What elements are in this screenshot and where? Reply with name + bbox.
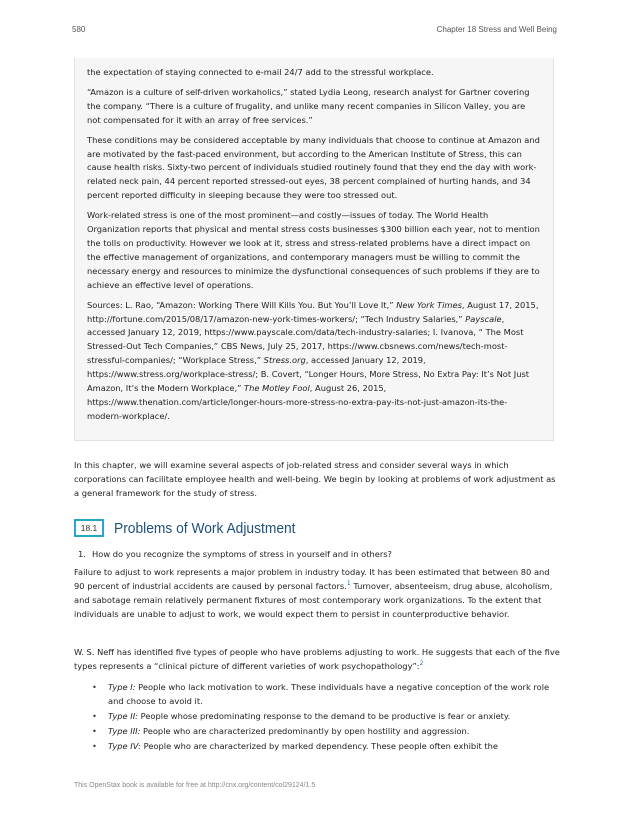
chapter-title: Chapter 18 Stress and Well Being <box>436 25 557 34</box>
list-item: • Type III: People who are characterized predominantly by open hostility and aggression. <box>92 724 560 738</box>
box-paragraph: the expectation of staying connected to e-mail 24/7 add to the stressful workplace. <box>87 67 434 77</box>
box-paragraph: “Amazon is a culture of self-driven workaholics,” stated Lydia Leong, research analyst for Gartner covering the company. “There is a culture of frugality, and unlike many recent companies in Silicon Valley, you are not compensated for it with an array of free services.” <box>87 86 530 125</box>
objective-text: How do you recognize the symptoms of stress in yourself and in others? <box>92 549 392 559</box>
list-item: • Type I: People who lack motivation to work. These individuals have a negative conception of the work role and choose to avoid it. <box>92 680 560 708</box>
footer-note: This OpenStax book is available for free at http://cnx.org/content/col29124/1.5 <box>74 782 316 789</box>
box-paragraph: Work-related stress is one of the most prominent—and costly—issues of today. The World Health Organization reports that physical and mental stress costs businesses $300 billion each year, not to mention the tolls on productivity. However we look at it, stress and stress-related problems have a direct impact on the effective management of organizations, and contemporary managers must be willing to commit the necessary energy and resources to minimize the dysfunctional consequences of such problems if they are to achieve an effective level of operations. <box>87 210 540 290</box>
footnote-link[interactable]: 1 <box>346 580 351 588</box>
box-paragraph: These conditions may be considered acceptable by many individuals that choose to continue at Amazon and are motivated by the fast-paced environment, but according to the American Institute of Stress, this can cause health risks. Sixty-two percent of individuals studied routinely found that they end the day with work-related neck pain, 44 percent reported stressed-out eyes, 38 percent complained of hurting hands, and 34 percent reported difficulty in sleeping because they were too stressed out. <box>87 134 540 201</box>
section-title: Problems of Work Adjustment <box>114 519 296 537</box>
section-number: 18.1 <box>74 519 104 537</box>
objective-number: 1. <box>78 549 86 559</box>
footnote-link[interactable]: 2 <box>419 660 424 668</box>
learning-objective <box>78 547 392 561</box>
list-item: • Type IV: People who are characterized by marked dependency. These people often exhibit the <box>92 739 560 753</box>
bullet-list <box>92 680 560 754</box>
list-item: • Type II: People whose predominating response to the demand to be productive is fear or anxiety. <box>92 709 560 723</box>
intro-paragraph: In this chapter, we will examine several aspects of job-related stress and consider several ways in which corporations can facilitate employee health and well-being. We begin by looking at problems of work adjustment as a general framework for the study of stress. <box>74 460 556 498</box>
section-heading <box>74 517 311 539</box>
body-paragraph: W. S. Neff has identified five types of people who have problems adjusting to work. He suggests that each of the five types represents a “clinical picture of different varieties of work psychopathology”:$^2$ <box>74 647 560 671</box>
feature-box <box>74 58 554 441</box>
body-paragraph: Failure to adjust to work represents a major problem in industry today. It has been estimated that between 80 and 90 percent of industrial accidents are caused by personal factors.$^1$ Turnover, absenteeism, drug abuse, alcoholism, and sabotage remain relatively permanent fixtures of most contemporary work organizations. To the extent that individuals are unable to adjust to work, we would expect them to persist in counterproductive behavior. <box>74 567 553 619</box>
box-sources: Sources: L. Rao, “Amazon: Working There Will Kills You. But You’ll Love It,” New York Times, August 17, 2015, http://fortune.com/2015/08/17/amazon-new-york-times-workers/; “Tech Industry Salaries,” Payscale, accessed January 12, 2019, https://www.payscale.com/data/tech-industry-salaries; I. Ivanova, “ The Most Stressed-Out Tech Companies,” CBS News, July 25, 2017, https://www.cbsnews.com/news/tech-most-stressful-companies/; “Workplace Stress,” Stress.org, accessed January 12, 2019, https://www.stress.org/workplace-stress/; B. Covert, “Longer Hours, More Stress, No Extra Pay: It’s Not Just Amazon, It’s the Modern Workplace,” The Motley Fool, August 26, 2015, https://www.thenation.com/article/longer-hours-more-stress-no-extra-pay-its-not-just-amazon-its-the-modern-workplace/. <box>87 299 539 421</box>
page-number: 580 <box>72 25 86 34</box>
